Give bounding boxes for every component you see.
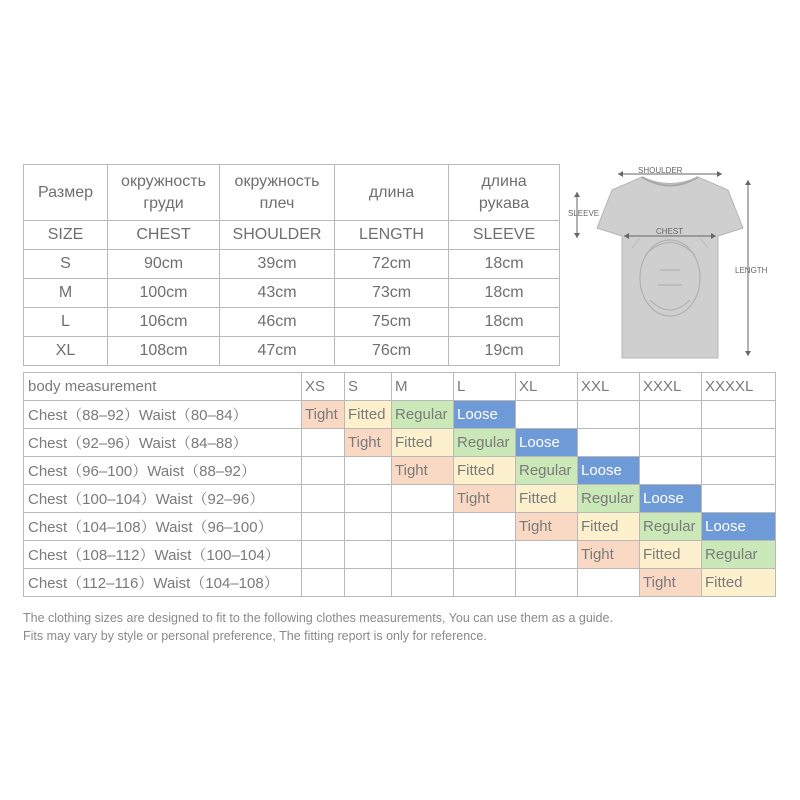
size-cell: 47cm	[220, 337, 335, 366]
tshirt-measurement-diagram	[560, 160, 780, 365]
fit-empty-cell	[392, 569, 454, 597]
fit-table	[23, 372, 776, 597]
note-line: Fits may vary by style or personal preference, The fitting report is only for reference.	[23, 629, 487, 643]
size-cell: SLEEVE	[449, 221, 560, 250]
length-label: LENGTH	[735, 266, 768, 275]
size-cell: LENGTH	[335, 221, 449, 250]
fit-regular-cell: Regular	[702, 541, 776, 569]
fit-empty-cell	[392, 513, 454, 541]
size-cell: 76cm	[335, 337, 449, 366]
size-table-header-row	[24, 165, 560, 221]
size-cell: 18cm	[449, 279, 560, 308]
size-cell: 19cm	[449, 337, 560, 366]
fit-header-cell: L	[454, 373, 516, 401]
fit-header-cell: XXL	[578, 373, 640, 401]
size-cell: 108cm	[108, 337, 220, 366]
shoulder-label: SHOULDER	[638, 166, 683, 175]
fit-tight-cell: Tight	[345, 429, 392, 457]
size-cell: M	[24, 279, 108, 308]
fit-empty-cell	[302, 429, 345, 457]
fit-header-cell: XXXL	[640, 373, 702, 401]
fit-table-row	[24, 429, 776, 457]
size-header-cell: длина рукава	[449, 165, 560, 221]
size-note	[23, 609, 783, 645]
fit-header-cell: body measurement	[24, 373, 302, 401]
size-table	[23, 164, 560, 366]
tshirt-icon	[597, 177, 743, 358]
fit-empty-cell	[302, 513, 345, 541]
fit-empty-cell	[578, 401, 640, 429]
fit-empty-cell	[454, 513, 516, 541]
size-header-cell: окружность груди	[108, 165, 220, 221]
size-cell: 75cm	[335, 308, 449, 337]
size-cell: 106cm	[108, 308, 220, 337]
fit-table-row	[24, 485, 776, 513]
size-cell: XL	[24, 337, 108, 366]
fit-loose-cell: Loose	[578, 457, 640, 485]
fit-tight-cell: Tight	[454, 485, 516, 513]
fit-empty-cell	[578, 569, 640, 597]
body-measurement-cell: Chest（96–100）Waist（88–92）	[24, 457, 302, 485]
size-cell: 100cm	[108, 279, 220, 308]
size-table-row	[24, 279, 560, 308]
fit-empty-cell	[640, 401, 702, 429]
fit-fitted-cell: Fitted	[392, 429, 454, 457]
size-cell: 18cm	[449, 250, 560, 279]
fit-header-cell: XL	[516, 373, 578, 401]
size-cell: 46cm	[220, 308, 335, 337]
fit-fitted-cell: Fitted	[702, 569, 776, 597]
fit-table-header-row	[24, 373, 776, 401]
fit-empty-cell	[345, 457, 392, 485]
size-cell: 18cm	[449, 308, 560, 337]
fit-fitted-cell: Fitted	[454, 457, 516, 485]
fit-loose-cell: Loose	[640, 485, 702, 513]
fit-empty-cell	[302, 541, 345, 569]
fit-header-cell: XS	[302, 373, 345, 401]
fit-fitted-cell: Fitted	[516, 485, 578, 513]
fit-empty-cell	[702, 429, 776, 457]
fit-empty-cell	[345, 485, 392, 513]
fit-table-row	[24, 569, 776, 597]
fit-regular-cell: Regular	[392, 401, 454, 429]
fit-empty-cell	[640, 457, 702, 485]
body-measurement-cell: Chest（112–116）Waist（104–108）	[24, 569, 302, 597]
fit-regular-cell: Regular	[578, 485, 640, 513]
size-cell: CHEST	[108, 221, 220, 250]
sleeve-label: SLEEVE	[568, 209, 600, 218]
body-measurement-cell: Chest（104–108）Waist（96–100）	[24, 513, 302, 541]
size-header-cell: длина	[335, 165, 449, 221]
fit-table-row	[24, 457, 776, 485]
size-cell: S	[24, 250, 108, 279]
body-measurement-cell: Chest（88–92）Waist（80–84）	[24, 401, 302, 429]
body-measurement-cell: Chest（108–112）Waist（100–104）	[24, 541, 302, 569]
fit-tight-cell: Tight	[578, 541, 640, 569]
body-measurement-cell: Chest（92–96）Waist（84–88）	[24, 429, 302, 457]
fit-empty-cell	[516, 541, 578, 569]
size-cell: 39cm	[220, 250, 335, 279]
fit-empty-cell	[702, 401, 776, 429]
fit-loose-cell: Loose	[702, 513, 776, 541]
size-cell: SIZE	[24, 221, 108, 250]
fit-regular-cell: Regular	[640, 513, 702, 541]
fit-loose-cell: Loose	[454, 401, 516, 429]
fit-loose-cell: Loose	[516, 429, 578, 457]
fit-tight-cell: Tight	[516, 513, 578, 541]
fit-header-cell: S	[345, 373, 392, 401]
fit-tight-cell: Tight	[392, 457, 454, 485]
size-cell: L	[24, 308, 108, 337]
chest-label: CHEST	[656, 227, 684, 236]
fit-empty-cell	[392, 541, 454, 569]
fit-fitted-cell: Fitted	[345, 401, 392, 429]
fit-tight-cell: Tight	[302, 401, 345, 429]
size-cell: 90cm	[108, 250, 220, 279]
fit-table-row	[24, 513, 776, 541]
size-table-row	[24, 221, 560, 250]
fit-empty-cell	[454, 541, 516, 569]
fit-empty-cell	[578, 429, 640, 457]
fit-empty-cell	[454, 569, 516, 597]
fit-empty-cell	[702, 457, 776, 485]
fit-fitted-cell: Fitted	[640, 541, 702, 569]
fit-table-row	[24, 401, 776, 429]
size-cell: SHOULDER	[220, 221, 335, 250]
size-header-cell: окружность плеч	[220, 165, 335, 221]
fit-empty-cell	[302, 485, 345, 513]
fit-empty-cell	[640, 429, 702, 457]
size-cell: 73cm	[335, 279, 449, 308]
size-table-row	[24, 250, 560, 279]
fit-empty-cell	[702, 485, 776, 513]
size-cell: 72cm	[335, 250, 449, 279]
fit-header-cell: M	[392, 373, 454, 401]
fit-empty-cell	[516, 401, 578, 429]
size-table-row	[24, 337, 560, 366]
fit-empty-cell	[345, 541, 392, 569]
fit-empty-cell	[302, 457, 345, 485]
size-table-row	[24, 308, 560, 337]
fit-empty-cell	[345, 513, 392, 541]
fit-table-row	[24, 541, 776, 569]
body-measurement-cell: Chest（100–104）Waist（92–96）	[24, 485, 302, 513]
fit-empty-cell	[516, 569, 578, 597]
fit-regular-cell: Regular	[516, 457, 578, 485]
fit-header-cell: XXXXL	[702, 373, 776, 401]
fit-tight-cell: Tight	[640, 569, 702, 597]
fit-fitted-cell: Fitted	[578, 513, 640, 541]
size-header-cell: Размер	[24, 165, 108, 221]
fit-regular-cell: Regular	[454, 429, 516, 457]
fit-empty-cell	[345, 569, 392, 597]
note-line: The clothing sizes are designed to fit to the following clothes measurements, You can use them as a guide.	[23, 611, 613, 625]
fit-empty-cell	[392, 485, 454, 513]
size-cell: 43cm	[220, 279, 335, 308]
fit-empty-cell	[302, 569, 345, 597]
